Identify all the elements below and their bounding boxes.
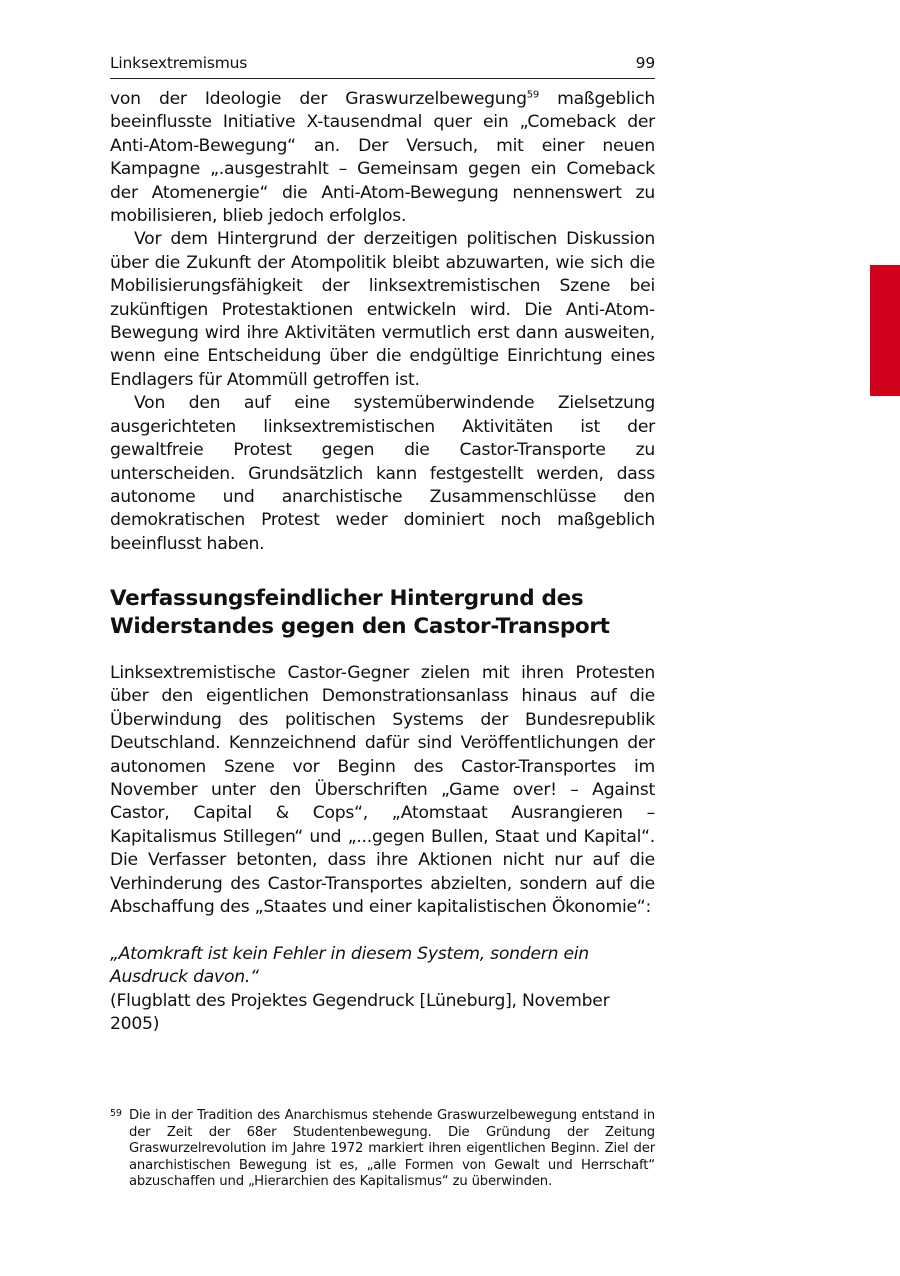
footnote-text: Die in der Tradition des Anarchismus stehende Graswurzelbewegung entstand in der Zeit der 68er Studentenbewegung. Die Gründung der Zeitung Graswurzelrevolution im Jahre 1972 markiert ihren eigentlichen Beginn. Ziel der anarchistischen Bewegung ist es, „alle Formen von Gewalt und Herrschaft“ abzuschaffen und „Hierarchien des Kapitalismus“ zu überwinden. xyxy=(129,1108,655,1190)
quotation: „Atomkraft ist kein Fehler in diesem System, sondern ein Ausdruck davon.“ xyxy=(110,943,589,988)
paragraph-4: Linksextremistische Castor-Gegner zielen mit ihren Protesten über den eigentlichen Demonstrationsanlass hinaus auf die Überwindung des politischen Systems der Bundesrepublik Deutschland. Kennzeichnend dafür sind Veröffentlichungen der autonomen Szene vor Beginn des Castor-Transportes im November unter den Überschriften „Game over! – Against Castor, Capital & Cops“, „Atomstaat Ausrangieren – Kapitalismus Stillegen“ und „...gegen Bullen, Staat und Kapital“. Die Verfasser betonten, dass ihre Aktionen nicht nur auf die Verhinderung des Castor-Transportes abzielten, sondern auf die Abschaffung des „Staates und einer kapitalistischen Ökonomie“: xyxy=(110,663,655,918)
quotation-source: (Flugblatt des Projektes Gegendruck [Lüneburg], November 2005) xyxy=(110,990,610,1035)
section-heading-line-2: Widerstandes gegen den Castor-Transport xyxy=(110,614,610,639)
paragraph-1 xyxy=(110,88,655,228)
section-heading xyxy=(110,585,655,641)
paragraph-1-rest: maßgeblich beeinflusste Initiative X-tausendmal quer ein „Comeback der Anti-Atom-Bewegung“ an. Der Versuch, mit einer neuen Kampagne „.ausgestrahlt – Gemeinsam gegen ein Comeback der Atomenergie“ die Anti-Atom-Bewegung nennenswert zu mobilisieren, blieb jedoch erfolglos. xyxy=(110,89,655,227)
section-heading-line-1: Verfassungsfeindlicher Hintergrund des xyxy=(110,586,584,611)
running-header xyxy=(110,52,655,79)
running-title: Linksextremismus xyxy=(110,54,248,72)
page-number: 99 xyxy=(635,54,655,72)
paragraph-3: Von den auf eine systemüberwindende Zielsetzung ausgerichteten linksextremistischen Aktivitäten ist der gewaltfreie Protest gegen die Castor-Transporte zu unterscheiden. Grundsätzlich kann festgestellt werden, dass autonome und anarchistische Zusammenschlüsse den demokratischen Protest weder dominiert noch maßgeblich beeinflusst haben. xyxy=(110,393,655,554)
footnote-59 xyxy=(110,1108,655,1191)
paragraph-2: Vor dem Hintergrund der derzeitigen politischen Diskussion über die Zukunft der Atompolitik bleibt abzuwarten, wie sich die Mobilisierungsfähigkeit der linksextremistischen Szene bei zukünftigen Protestaktionen entwickeln wird. Die Anti-Atom-Bewegung wird ihre Aktivitäten vermutlich erst dann ausweiten, wenn eine Entscheidung über die endgültige Einrichtung eines Endlagers für Atommüll getroffen ist. xyxy=(110,229,655,390)
chapter-thumb-tab xyxy=(870,265,900,396)
footnote-mark: 59 xyxy=(110,1108,122,1119)
body-text-upper xyxy=(110,88,655,556)
footnote-reference[interactable]: 59 xyxy=(526,89,539,101)
paragraph-1-start: von der Ideologie der Graswurzelbewegung xyxy=(110,89,527,109)
body-text-lower xyxy=(110,662,655,1036)
